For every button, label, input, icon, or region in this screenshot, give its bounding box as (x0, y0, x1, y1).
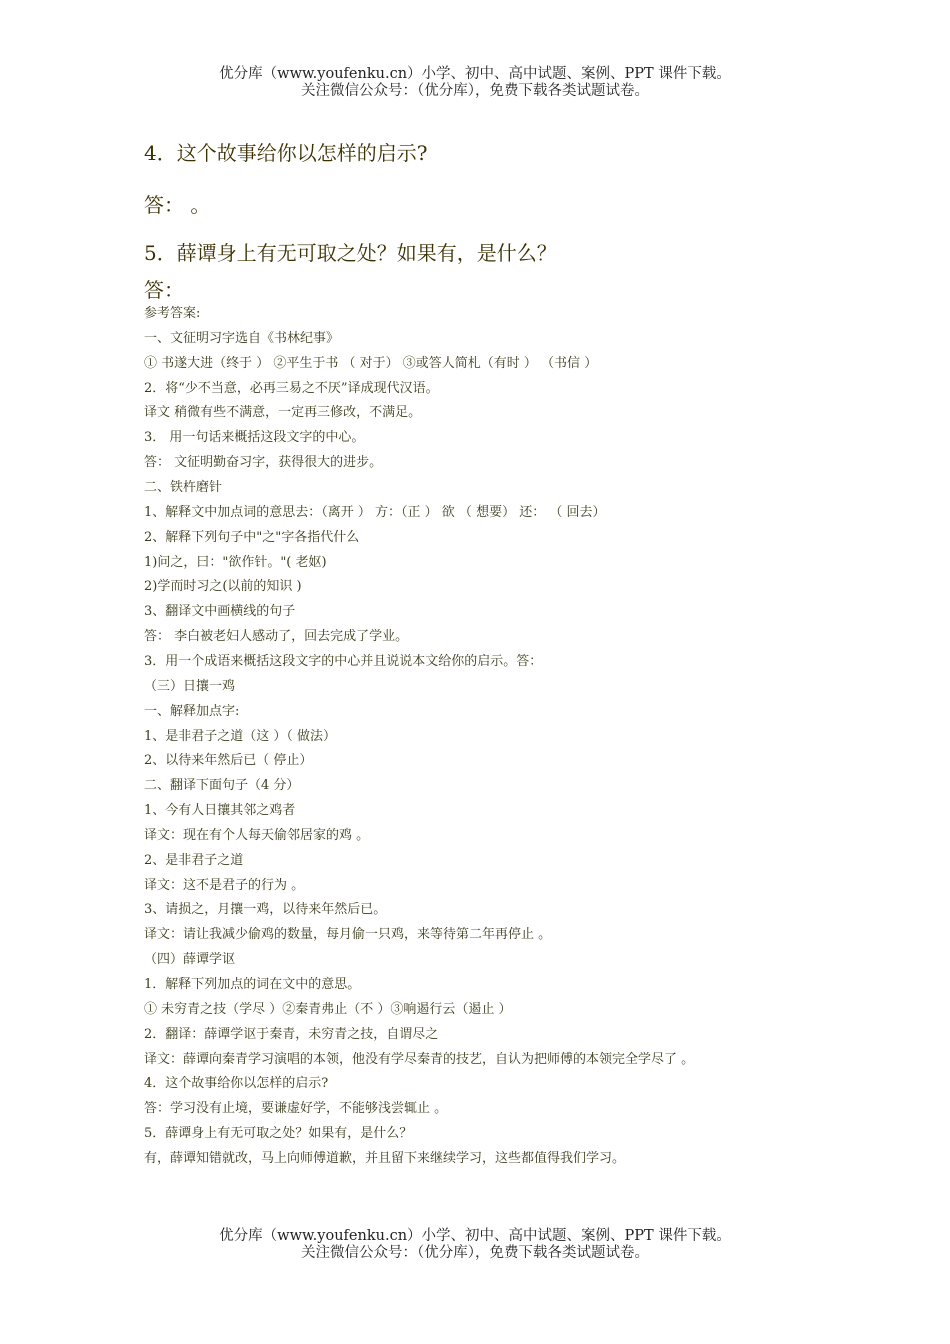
answer-line: 有，薛谭知错就改，马上向师傅道歉，并且留下来继续学习，这些都值得我们学习。 (144, 1150, 626, 1166)
answer-line: 一、文征明习字选自《书林纪事》 (144, 330, 340, 346)
footer-line-1: 优分库（www.youfenku.cn）小学、初中、高中试题、案例、PPT 课件下载。 (219, 1228, 731, 1244)
answer-line: 译文：现在有个人每天偷邻居家的鸡 。 (144, 827, 370, 843)
answer-line: （三）日攘一鸡 (144, 678, 236, 694)
question-4-answer: 答： 。 (144, 193, 211, 217)
answer-line: 3、请损之，月攘一鸡，以待来年然后已。 (144, 902, 387, 918)
answer-line: 二、翻译下面句子（4 分） (144, 778, 300, 794)
answer-line: （四）薛谭学讴 (144, 952, 236, 968)
answer-line: 4．这个故事给你以怎样的启示? (144, 1076, 329, 1092)
answer-line: 2)学而时习之(以前的知识 ) (144, 579, 302, 595)
answer-line: 答：学习没有止境，要谦虚好学，不能够浅尝辄止 。 (144, 1101, 448, 1117)
answer-line: ① 未穷青之技（学尽 ）②秦青弗止（不 ）③响遏行云（遏止 ） (144, 1001, 512, 1017)
page-header (0, 66, 950, 100)
answer-line: 一、解释加点字: (144, 703, 240, 719)
answer-line: 答： 文征明勤奋习字，获得很大的进步。 (144, 455, 383, 471)
answer-line: 5．薛谭身上有无可取之处？如果有，是什么？ (144, 1126, 413, 1142)
answer-line: 2、以待来年然后已（ 停止） (144, 753, 313, 769)
answer-line: 2、是非君子之道 (144, 852, 244, 868)
question-5: 5．薛谭身上有无可取之处？如果有，是什么？ (144, 241, 557, 265)
page-footer (0, 1228, 950, 1262)
answer-line: 3．用一个成语来概括这段文字的中心并且说说本文给你的启示。答： (144, 653, 543, 669)
question-4: 4．这个故事给你以怎样的启示? (144, 141, 428, 165)
answer-line: 2．将“少不当意，必再三易之不厌”译成现代汉语。 (144, 380, 439, 396)
answer-line: 答： 李白被老妇人感动了，回去完成了学业。 (144, 629, 409, 644)
answer-line: 译文：这不是君子的行为 。 (144, 877, 305, 893)
answer-line: 1、今有人日攘其邻之鸡者 (144, 803, 296, 818)
question-5-answer: 答： (144, 278, 184, 302)
answer-line: 3、翻译文中画横线的句子 (144, 604, 296, 620)
answer-line: 1)问之，曰："欲作针。"( 老妪) (144, 554, 327, 570)
answer-line: 译文 稍微有些不满意，一定再三修改，不满足。 (144, 405, 422, 421)
answer-line: 译文：薛谭向秦青学习演唱的本领，他没有学尽秦青的技艺，自认为把师傅的本领完全学尽了 。 (144, 1051, 695, 1067)
answer-line: 1．解释下列加点的词在文中的意思。 (144, 977, 361, 992)
answer-line: 3． 用一句话来概括这段文字的中心。 (144, 430, 365, 446)
answer-heading: 参考答案: (144, 306, 201, 321)
header-line-2: 关注微信公众号：（优分库），免费下载各类试题试卷。 (301, 83, 649, 99)
answer-line: 2、解释下列句子中"之"字各指代什么 (144, 529, 360, 545)
answer-line: 2．翻译：薛谭学讴于秦青，未穷青之技，自谓尽之 (144, 1026, 439, 1042)
answer-line: ① 书遂大进（终于 ） ②平生于书 （ 对于） ③或答人简札（有时 ） （书信 ） (144, 355, 598, 371)
answer-line: 1、解释文中加点词的意思去：（离开 ） 方：（正 ） 欲 （ 想要） 还： （ 回去） (144, 504, 606, 520)
answer-line: 1、是非君子之道（这 ）（ 做法） (144, 728, 337, 744)
header-line-1: 优分库（www.youfenku.cn）小学、初中、高中试题、案例、PPT 课件下载。 (219, 66, 731, 82)
answer-line: 译文：请让我减少偷鸡的数量，每月偷一只鸡，来等待第二年再停止 。 (144, 927, 552, 943)
footer-line-2: 关注微信公众号：（优分库），免费下载各类试题试卷。 (301, 1245, 649, 1261)
answer-line: 二、铁杵磨针 (144, 480, 223, 495)
